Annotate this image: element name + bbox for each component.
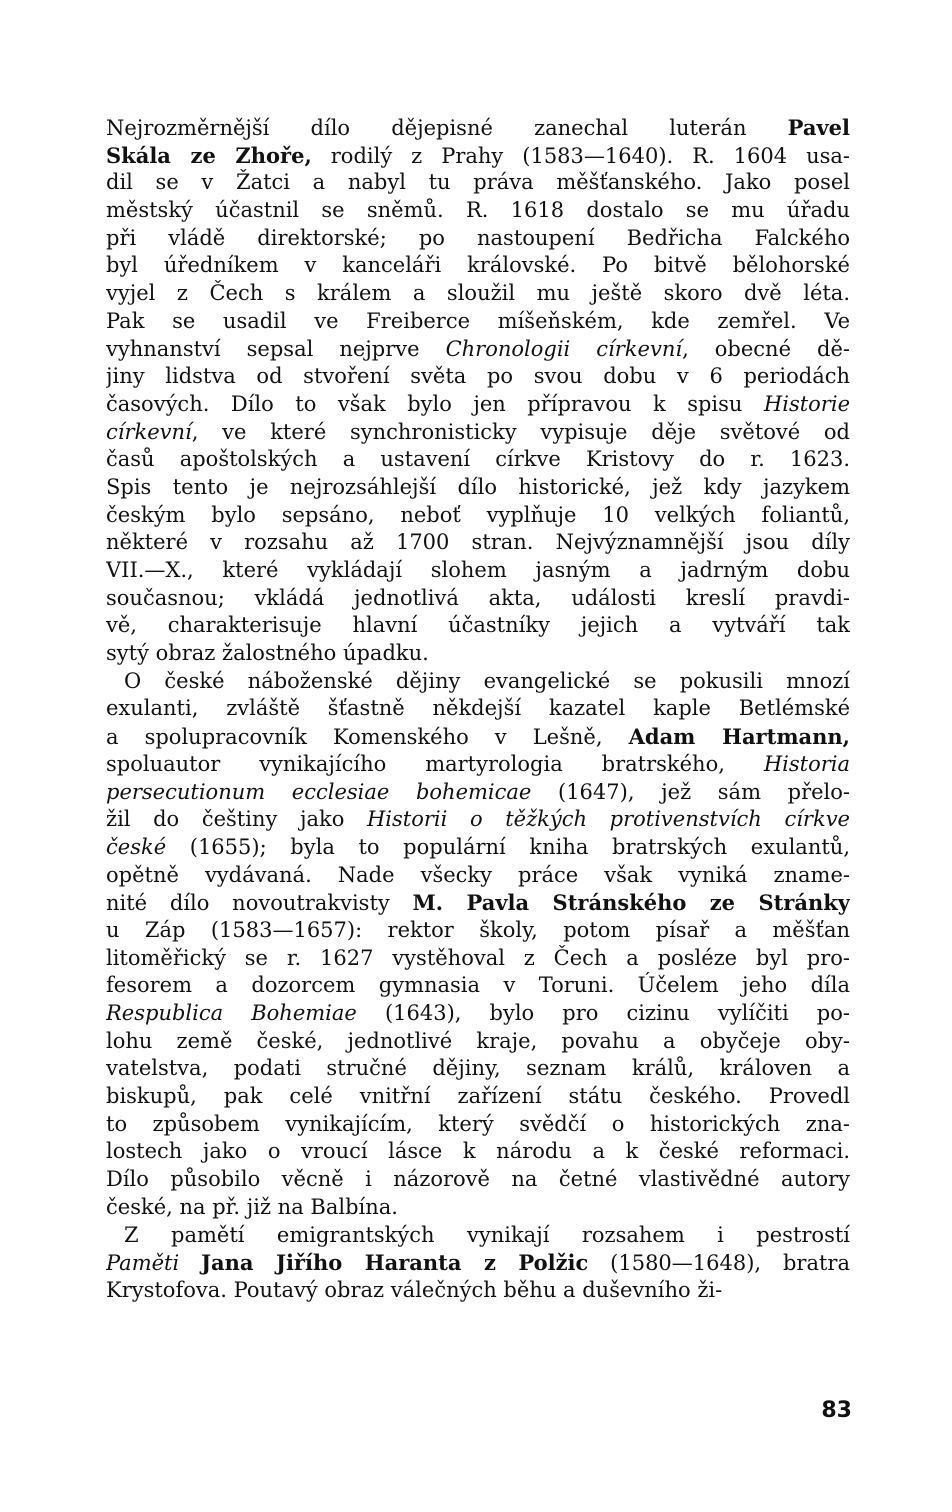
text-line xyxy=(106,363,850,391)
text-run: lostech jako o vroucí lásce k národu a k české reformaci. xyxy=(106,1139,850,1164)
text-line xyxy=(106,225,850,253)
text-line xyxy=(106,640,850,668)
text-run: to způsobem vynikajícím, který svědčí o historických zna- xyxy=(106,1111,850,1136)
paragraph xyxy=(106,1222,850,1305)
text-run: exulanti, zvláště šťastně někdejší kazatel kaple Betlémské xyxy=(106,696,850,721)
text-line xyxy=(106,474,850,502)
text-run: vyjel z Čech s králem a sloužil mu ještě skoro dvě léta. xyxy=(106,281,850,306)
text-line xyxy=(106,142,850,170)
text-run: městský účastnil se sněmů. R. 1618 dostalo se mu úřadu xyxy=(106,198,850,223)
text-line xyxy=(106,1055,850,1083)
bold-name: Adam Hartmann, xyxy=(628,724,850,750)
text-line xyxy=(106,751,850,779)
text-line xyxy=(106,1222,850,1250)
text-run: VII.—X., které vykládají slohem jasným a jadrným dobu xyxy=(106,558,850,582)
text-line xyxy=(106,336,850,364)
text-line xyxy=(106,945,850,973)
text-run: lohu země české, jednotlivé kraje, povahu a obyčeje oby- xyxy=(106,1028,850,1053)
text-run: Spis tento je nejrozsáhlejší dílo historické, jež kdy jazykem xyxy=(106,474,850,499)
text-run: a spolupracovník Komenského v Lešně, xyxy=(106,725,629,750)
italic-title: církevní xyxy=(106,419,192,444)
text-run: opětně vydávaná. Nade všecky práce však vyniká zname- xyxy=(106,862,850,887)
text-line xyxy=(106,723,850,751)
text-run: , ve které synchronisticky vypisuje děje světové od xyxy=(191,419,850,444)
text-line xyxy=(106,1000,850,1028)
text-line xyxy=(106,1111,850,1139)
text-run: , obecné dě- xyxy=(682,336,850,361)
text-run: O české náboženské dějiny evangelické se pokusili mnozí xyxy=(124,668,850,693)
text-run: vyhnanství sepsal nejprve xyxy=(106,336,446,361)
text-run: Pak se usadil ve Freiberce míšeňském, kde zemřel. Ve xyxy=(106,308,850,333)
text-run: současnou; vkládá jednotlivá akta, události kreslí pravdi- xyxy=(106,585,850,610)
paragraph xyxy=(106,114,850,668)
text-line xyxy=(106,695,850,723)
page-number: 83 xyxy=(821,1398,852,1423)
text-run: českým bylo sepsáno, neboť vyplňuje 10 velkých foliantů, xyxy=(106,502,850,527)
text-run: byl úředníkem v kanceláři královské. Po bitvě bělohorské xyxy=(106,253,850,278)
text-line xyxy=(106,862,850,890)
text-run: při vládě direktorské; po nastoupení Bedřicha Falckého xyxy=(106,225,850,250)
text-line xyxy=(106,419,850,447)
italic-title: persecutionum ecclesiae bohemicae xyxy=(106,779,532,804)
text-run: (1655); byla to populární kniha bratrských exulantů, xyxy=(166,834,850,859)
text-run: žil do češtiny jako xyxy=(106,807,367,832)
text-run: (1643), bylo pro cizinu vylíčiti po- xyxy=(356,1001,850,1025)
text-run: spoluautor vynikajícího martyrologia bratrského, xyxy=(106,751,764,776)
bold-name: Pavel xyxy=(787,115,850,140)
text-line xyxy=(106,779,850,807)
text-line xyxy=(106,114,850,142)
text-line xyxy=(106,1138,850,1166)
text-line xyxy=(106,1194,850,1222)
text-line xyxy=(106,280,850,308)
text-run: Krystofova. Poutavý obraz válečných běhu a duševního ži- xyxy=(106,1277,723,1302)
text-run: biskupů, pak celé vnitřní zařízení státu českého. Provedl xyxy=(106,1084,850,1109)
text-line xyxy=(106,197,850,225)
italic-title: Respublica Bohemiae xyxy=(106,1001,357,1025)
text-run: sytý obraz žalostného úpadku. xyxy=(106,641,429,666)
text-run: fesorem a dozorcem gymnasia v Toruni. Účelem jeho díla xyxy=(106,973,850,998)
text-run: Nejrozměrnější dílo dějepisné zanechal luterán xyxy=(106,116,788,140)
text-line xyxy=(106,834,850,862)
text-line xyxy=(106,502,850,530)
text-run: vě, charakterisuje hlavní účastníky jejich a vytváří tak xyxy=(106,613,850,638)
text-run xyxy=(179,1251,201,1275)
text-line xyxy=(106,972,850,1000)
italic-title: Historia xyxy=(763,751,850,776)
text-line xyxy=(106,529,850,557)
text-run: nité dílo novoutrakvisty xyxy=(106,891,413,916)
book-page-text xyxy=(106,114,850,1305)
text-run: jiny lidstva od stvoření světa po svou dobu v 6 periodách xyxy=(106,364,850,389)
text-line xyxy=(106,612,850,640)
text-line xyxy=(106,1277,850,1305)
text-line xyxy=(106,917,850,945)
text-run: časových. Dílo to však bylo jen přípravou k spisu xyxy=(106,391,764,416)
text-run: české, na př. již na Balbína. xyxy=(106,1194,398,1219)
text-line xyxy=(106,1028,850,1056)
text-line xyxy=(106,391,850,419)
text-line xyxy=(106,308,850,336)
text-run: litoměřický se r. 1627 vystěhoval z Čech a posléze byl pro- xyxy=(106,945,850,970)
text-run: časů apoštolských a ustavení církve Kristovy do r. 1623. xyxy=(106,447,850,472)
paragraph xyxy=(106,668,850,1222)
text-run: u Záp (1583—1657): rektor školy, potom písař a měšťan xyxy=(106,917,850,942)
italic-title: Historie xyxy=(763,391,850,416)
text-run: vatelstva, podati stručné dějiny, seznam králů, královen a xyxy=(106,1056,850,1081)
italic-title: Chronologii církevní xyxy=(445,336,683,361)
text-line xyxy=(106,1083,850,1111)
text-run: Dílo působilo věcně i názorově na četné vlastivědné autory xyxy=(106,1167,850,1192)
text-run: Z pamětí emigrantských vynikají rozsahem i pestrostí xyxy=(124,1222,850,1247)
bold-name: Jana Jiřího Haranta z Polžic xyxy=(201,1250,589,1276)
italic-title: Historii o těžkých protivenstvích církve xyxy=(366,807,850,832)
text-line xyxy=(106,557,850,585)
text-line xyxy=(106,446,850,474)
text-line xyxy=(106,1166,850,1194)
text-run: (1580—1648), bratra xyxy=(588,1251,850,1276)
italic-title: Paměti xyxy=(106,1251,180,1276)
text-line xyxy=(106,668,850,696)
text-run: dil se v Žatci a nabyl tu práva měšťanského. Jako posel xyxy=(106,170,850,195)
text-line xyxy=(106,585,850,613)
bold-name: Skála ze Zhoře, xyxy=(106,142,312,168)
text-line xyxy=(106,252,850,280)
text-line xyxy=(106,889,850,917)
text-line xyxy=(106,806,850,834)
text-run: (1647), jež sám přelo- xyxy=(531,779,850,804)
italic-title: české xyxy=(106,834,167,859)
text-line xyxy=(106,1249,850,1277)
text-line xyxy=(106,169,850,197)
text-run: rodilý z Prahy (1583—1640). R. 1604 usa- xyxy=(311,143,850,168)
text-run: některé v rozsahu až 1700 stran. Nejvýznamnější jsou díly xyxy=(106,530,850,555)
bold-name: M. Pavla Stránského ze Stránky xyxy=(412,890,850,916)
